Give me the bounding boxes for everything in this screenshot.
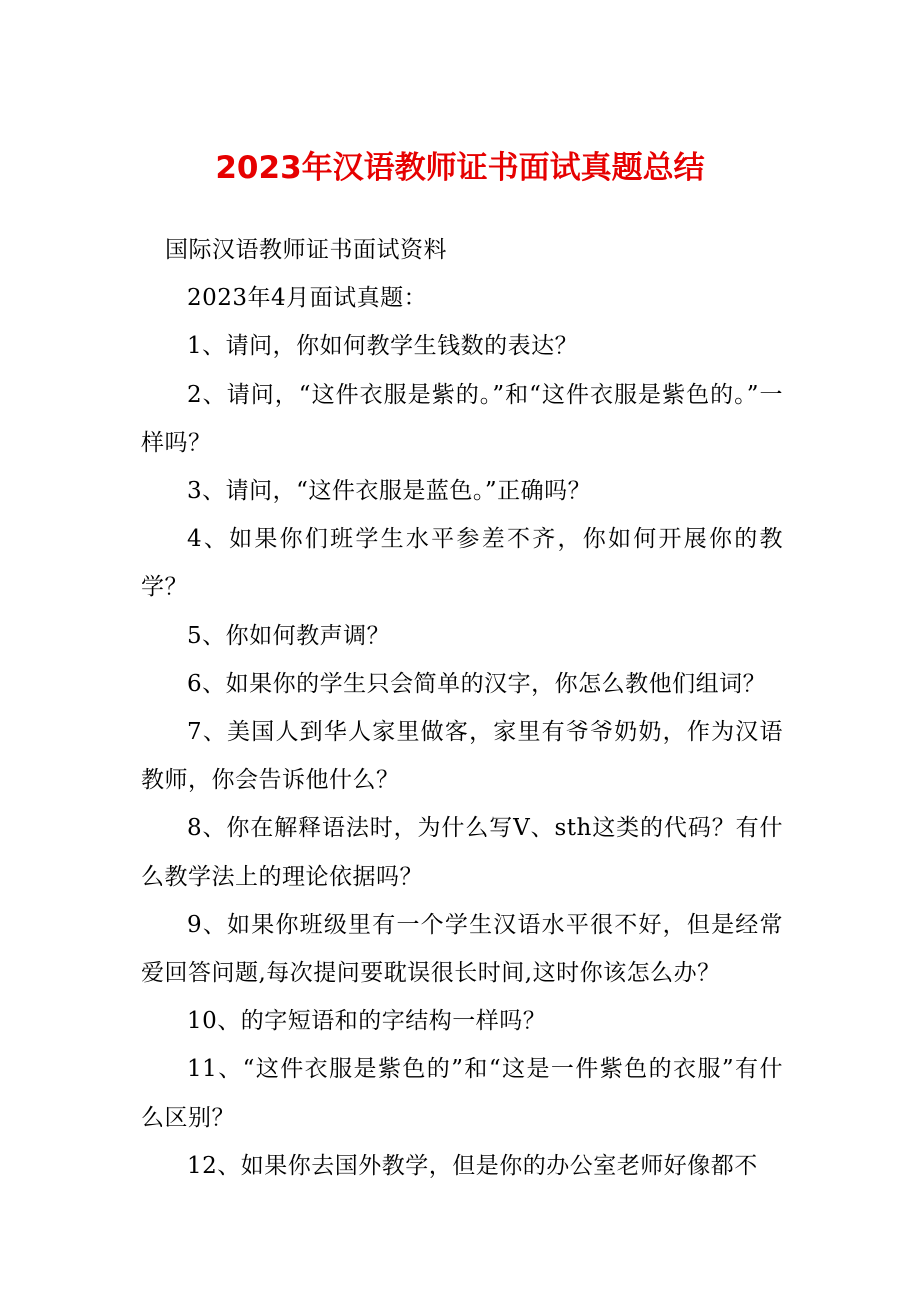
question-10: 10、的字短语和的字结构一样吗？: [187, 1008, 547, 1035]
question-11: 11、“这件衣服是紫色的”和“这是一件紫色的衣服”有什么区别？: [141, 1056, 783, 1131]
question-12: 12、如果你去国外教学，但是你的办公室老师好像都不: [187, 1152, 758, 1179]
question-7: 7、美国人到华人家里做客，家里有爷爷奶奶，作为汉语教师，你会告诉他什么？: [141, 719, 783, 794]
question-9: 9、如果你班级里有一个学生汉语水平很不好，但是经常爱回答问题,每次提问要耽误很长时间,这时你该怎么办？: [141, 911, 783, 987]
question-8: 8、你在解释语法时，为什么写V、sth这类的代码？有什么教学法上的理论依据吗？: [141, 815, 783, 890]
section-heading: 2023年4月面试真题：: [187, 285, 428, 312]
question-3: 3、请问，“这件衣服是蓝色。”正确吗？: [187, 478, 592, 505]
question-2: 2、请问，“这件衣服是紫的。”和“这件衣服是紫色的。”一样吗？: [141, 381, 783, 456]
document-body: [141, 226, 783, 1190]
subtitle: 国际汉语教师证书面试资料: [165, 237, 447, 263]
question-6: 6、如果你的学生只会简单的汉字，你怎么教他们组词？: [187, 670, 767, 697]
question-5: 5、你如何教声调？: [187, 622, 391, 649]
question-4: 4、如果你们班学生水平参差不齐，你如何开展你的教学？: [141, 526, 783, 601]
document-title: 2023年汉语教师证书面试真题总结: [215, 150, 705, 186]
question-1: 1、请问，你如何教学生钱数的表达？: [187, 333, 579, 360]
